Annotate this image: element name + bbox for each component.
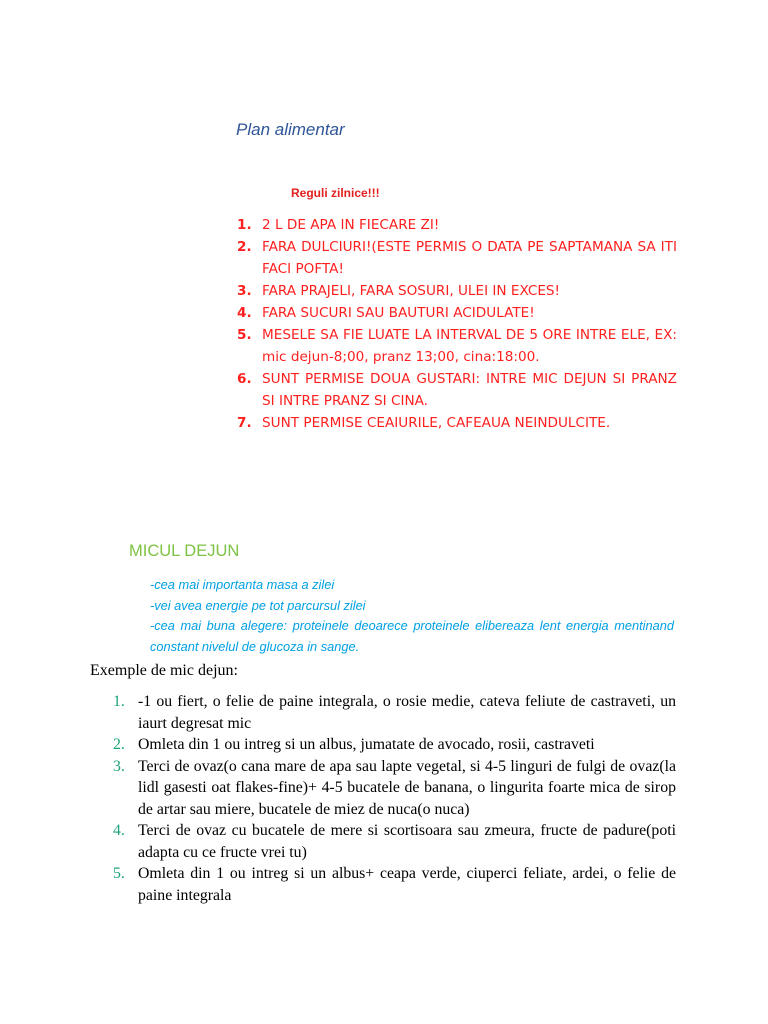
page-title: Plan alimentar xyxy=(236,120,345,139)
example-item xyxy=(113,863,676,906)
example-text: Terci de ovaz cu bucatele de mere si scortisoara sau zmeura, fructe de padure(poti adapta cu ce fructe vrei tu) xyxy=(138,822,676,861)
rule-text: SUNT PERMISE DOUA GUSTARI: INTRE MIC DEJUN SI PRANZ SI INTRE PRANZ SI CINA. xyxy=(262,371,677,409)
rule-text: FARA PRAJELI, FARA SOSURI, ULEI IN EXCES! xyxy=(262,283,560,299)
example-text: -1 ou fiert, o felie de paine integrala, o rosie medie, cateva feliute de castraveti, un iaurt degresat mic xyxy=(138,693,676,732)
rule-number: 2. xyxy=(237,239,252,255)
example-number: 3. xyxy=(113,757,125,775)
note-line: -cea mai buna alegere: proteinele deoarece proteinele elibereaza lent energia mentinand constant nivelul de glucoza in sange. xyxy=(150,618,674,654)
example-number: 4. xyxy=(113,822,125,839)
rule-number: 7. xyxy=(237,415,252,431)
examples-heading: Exemple de mic dejun: xyxy=(90,662,238,679)
example-item xyxy=(113,734,676,756)
rule-text: MESELE SA FIE LUATE LA INTERVAL DE 5 ORE INTRE ELE, EX: mic dejun-8;00, pranz 13;00, cina:18:00. xyxy=(262,327,677,365)
rule-number: 3. xyxy=(237,283,252,299)
rule-item xyxy=(237,368,677,412)
example-number: 2. xyxy=(113,736,125,753)
rule-item xyxy=(237,324,677,368)
rule-item xyxy=(237,236,677,280)
micul-dejun-notes xyxy=(150,575,674,657)
rule-text: FARA DULCIURI!(ESTE PERMIS O DATA PE SAPTAMANA SA ITI FACI POFTA! xyxy=(262,239,677,277)
note-line: -vei avea energie pe tot parcursul zilei xyxy=(150,597,366,613)
rule-text: FARA SUCURI SAU BAUTURI ACIDULATE! xyxy=(262,305,535,321)
example-text: Omleta din 1 ou intreg si un albus+ ceapa verde, ciuperci feliate, ardei, o felie de paine integrala xyxy=(138,865,676,904)
example-text: Omleta din 1 ou intreg si un albus, jumatate de avocado, rosii, castraveti xyxy=(138,736,595,753)
rules-heading: Reguli zilnice!!! xyxy=(291,186,380,200)
rule-item xyxy=(237,214,677,236)
example-number: 5. xyxy=(113,865,125,882)
note-line: -cea mai importanta masa a zilei xyxy=(150,577,335,592)
rule-number: 4. xyxy=(237,305,252,321)
rule-item xyxy=(237,280,677,302)
example-number: 1. xyxy=(113,693,125,710)
rule-number: 1. xyxy=(237,217,252,233)
examples-list xyxy=(113,691,676,906)
example-text: Terci de ovaz(o cana mare de apa sau lapte vegetal, si 4-5 linguri de fulgi de ovaz(la lidl gasesti oat flakes-fine)+ 4-5 bucatele de banana, o lingurita foarte mica de sirop de artar sau miere, bucatele de miez de nuca(o nuca) xyxy=(138,757,676,818)
rule-item xyxy=(237,302,677,324)
example-item xyxy=(113,820,676,863)
example-item xyxy=(113,691,676,734)
rule-item xyxy=(237,412,677,434)
rule-number: 5. xyxy=(237,327,252,343)
rule-text: SUNT PERMISE CEAIURILE, CAFEAUA NEINDULCITE. xyxy=(262,415,611,431)
rule-text: 2 L DE APA IN FIECARE ZI! xyxy=(262,217,440,233)
rule-number: 6. xyxy=(237,371,252,387)
example-item xyxy=(113,756,676,821)
rules-list xyxy=(237,214,677,434)
micul-dejun-heading: MICUL DEJUN xyxy=(129,542,240,560)
